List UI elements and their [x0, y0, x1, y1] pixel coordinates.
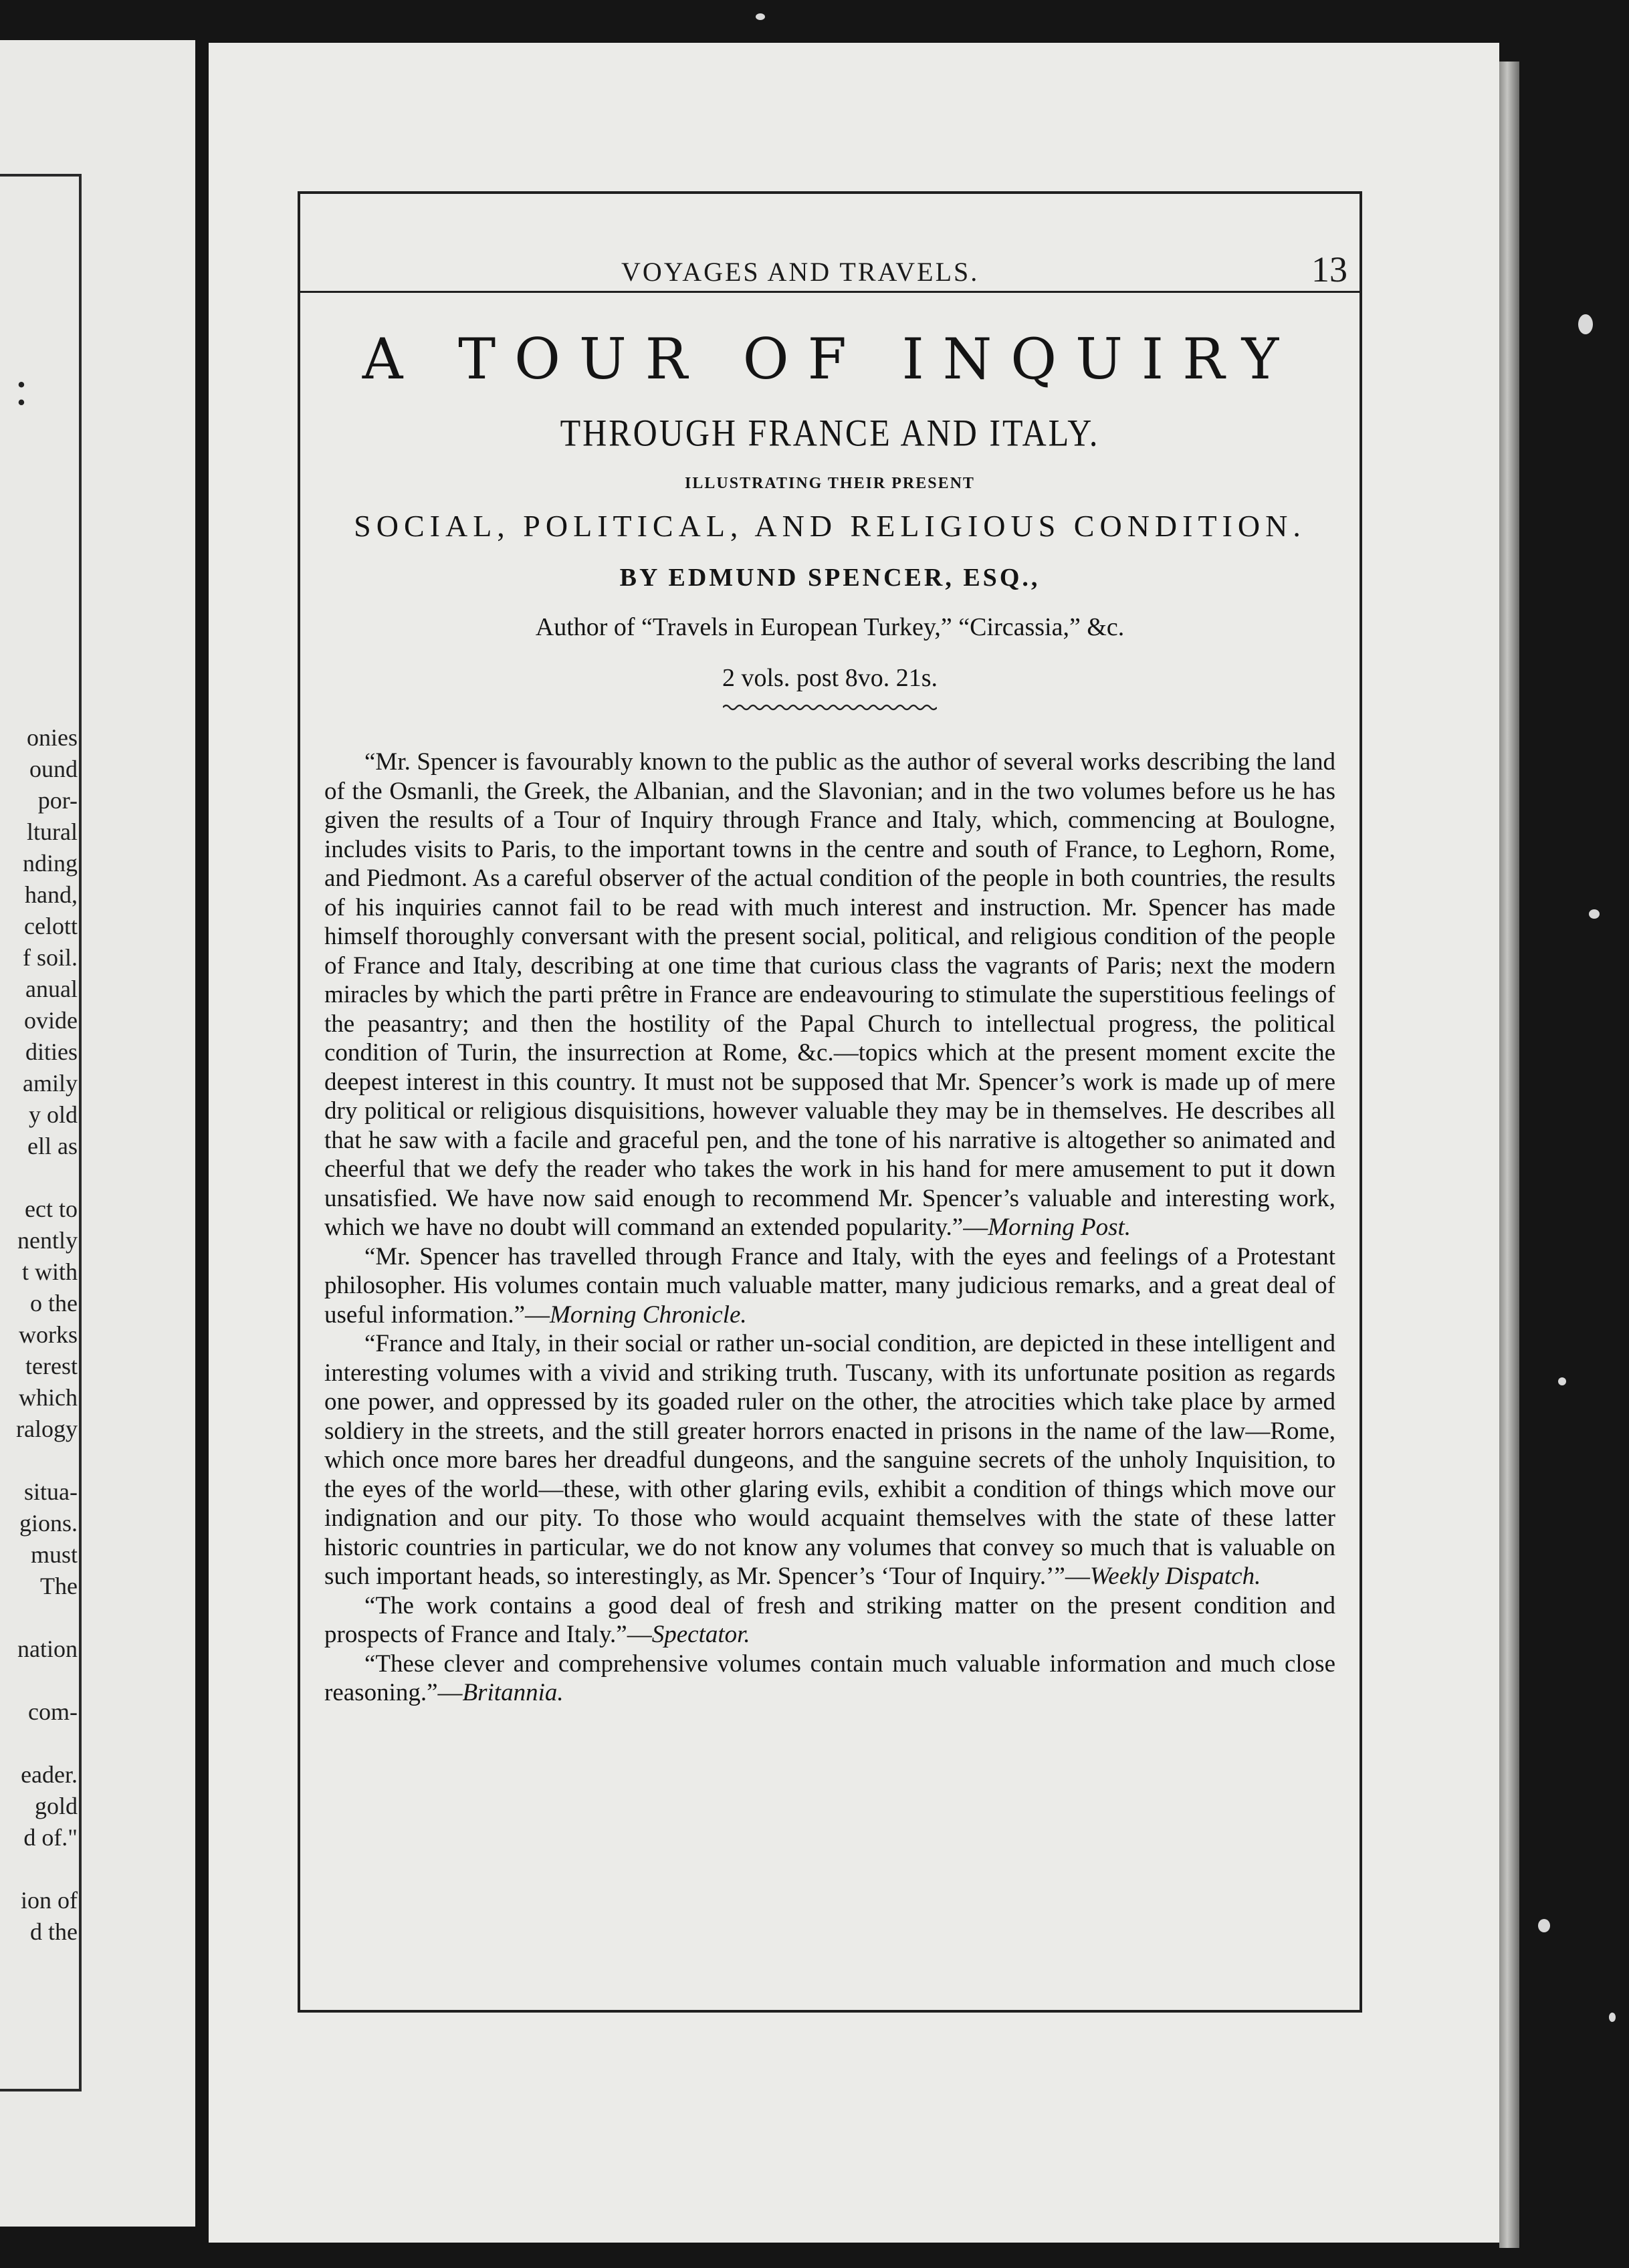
- review-text: “France and Italy, in their social or rather un-social condition, are depicted in these intelligent and interesting volumes with a vivid and striking truth. Tuscany, with its unfortunate position as regards one power, and oppressed by its goaded ruler on the other, the atrocities which take place by armed soldiery in the streets, and the still greater horrors enacted in prisons in the name of the law—Rome, which once more bares her dreadful dungeons, and the sanguine secrets of the unholy Inquisition, to the eyes of the world—these, with other glaring evils, exhibit a condition of things which move our indignation and our pity. To those who would acquaint themselves with the state of these latter historic countries in particular, we do not know any volumes that convey so much that is valuable on such important heads, so interestingly, as Mr. Spencer’s ‘Tour of Inquiry.’”—: [324, 1330, 1335, 1590]
- left-page-line: nently: [17, 1227, 78, 1254]
- left-page-line: gions.: [19, 1510, 78, 1537]
- left-page-line: t with: [21, 1258, 78, 1285]
- reviews-body: [324, 748, 1335, 1708]
- running-head: VOYAGES AND TRAVELS.: [621, 257, 980, 287]
- left-page-line: d the: [30, 1918, 78, 1945]
- review-source: Morning Chronicle.: [550, 1300, 747, 1329]
- book-title: A TOUR OF INQUIRY: [362, 326, 1298, 392]
- page-frame: [298, 191, 1362, 2013]
- review-paragraph: [324, 1591, 1335, 1650]
- scan-speck: [1589, 909, 1600, 919]
- review-paragraph: [324, 1650, 1335, 1708]
- left-page-line: nation: [17, 1635, 78, 1662]
- left-page-line: gold: [34, 1793, 78, 1819]
- review-source: Morning Post.: [988, 1214, 1131, 1241]
- left-page-line: nding: [22, 850, 78, 877]
- left-page-line: situa-: [24, 1478, 78, 1505]
- left-page-line: eader.: [21, 1761, 78, 1788]
- left-page-line: anual: [25, 976, 78, 1002]
- left-page-line: must: [30, 1541, 78, 1568]
- left-page-line: ralogy: [16, 1415, 78, 1442]
- wavy-rule-divider: [723, 702, 937, 713]
- book-subtitle: THROUGH FRANCE AND ITALY.: [560, 411, 1100, 455]
- review-text: “Mr. Spencer has travelled through France and Italy, with the eyes and feelings of a Protestant philosopher. His volumes contain much valuable matter, many judicious remarks, and a great deal of useful information.”—: [324, 1242, 1335, 1329]
- page-edge: [1499, 62, 1519, 2248]
- left-page-line: [0, 1728, 78, 1759]
- left-page-line: com-: [28, 1698, 78, 1725]
- review-source: Britannia.: [462, 1679, 564, 1706]
- left-page-line: The: [40, 1573, 78, 1599]
- left-page-line: ion of: [21, 1887, 78, 1914]
- author-works-line: Author of “Travels in European Turkey,” “Circassia,” &c.: [535, 613, 1125, 641]
- scan-speck: [1558, 1377, 1566, 1385]
- left-page-line: ound: [29, 756, 78, 782]
- review-text: “Mr. Spencer is favourably known to the public as the author of several works describing the land of the Osmanli, the Greek, the Albanian, and the Slavonian; and in the two volumes before us he has given the results of a Tour of Inquiry through France and Italy, which, commencing at Boulogne, includes visits to Paris, to the important towns in the centre and south of France, to Leghorn, Rome, and Piedmont. As a careful observer of the actual condition of the people in both countries, the results of his inquiries cannot fail to be read with much interest and instruction. Mr. Spencer has made himself thoroughly conversant with the present social, political, and religious condition of the people of France and Italy, describing at one time that curious class the vagrants of Paris; next the modern miracles by which the parti prêtre in France are endeavouring to stimulate the superstitious feelings of the peasantry; and then the hostility of the Papal Church to intellectual progress, the political condition of Turin, the insurrection at Rome, &c.—topics which at the present moment excite the deepest interest in this country. It must not be supposed that Mr. Spencer’s work is made up of mere dry political or religious disquisitions, however valuable they may be in themselves. He describes all that he saw with a facile and graceful pen, and the tone of his narrative is altogether so animated and cheerful that we defy the reader who takes the work in his hand for mere amusement to put it down unsatisfied. We have now said enough to recommend Mr. Spencer’s valuable and interesting work, which we have no doubt will command an extended popularity.”—: [324, 748, 1335, 1241]
- left-page-line: y old: [28, 1101, 78, 1128]
- left-page-line: celott: [24, 913, 78, 939]
- left-page-line: ltural: [27, 818, 78, 845]
- left-page-line: which: [19, 1384, 78, 1411]
- left-page-line: dities: [25, 1038, 78, 1065]
- left-page-line: [0, 1162, 78, 1194]
- review-paragraph: [324, 1242, 1335, 1330]
- condition-line: SOCIAL, POLITICAL, AND RELIGIOUS CONDITION.: [354, 509, 1306, 543]
- left-page-line: o the: [30, 1290, 78, 1317]
- left-page-line: ect to: [25, 1196, 78, 1222]
- left-page-line: onies: [27, 724, 78, 751]
- scan-speck: [756, 13, 765, 20]
- left-page-line: ell as: [27, 1133, 78, 1159]
- left-page-line: [0, 1853, 78, 1885]
- left-page-line: d of.": [23, 1824, 78, 1851]
- left-page-line: [0, 1445, 78, 1476]
- scan-speck: [1609, 2013, 1616, 2022]
- left-adjacent-page: [0, 40, 195, 2227]
- left-page-colon: :: [15, 362, 29, 415]
- review-paragraph: [324, 1329, 1335, 1591]
- author-line: BY EDMUND SPENCER, ESQ.,: [619, 564, 1041, 592]
- left-page-line: terest: [25, 1353, 78, 1379]
- page-header: [300, 194, 1360, 293]
- page-number: 13: [1311, 249, 1347, 290]
- review-text: “The work contains a good deal of fresh and striking matter on the present condition and prospects of France and Italy.”—: [324, 1591, 1335, 1648]
- left-page-line: [0, 1665, 78, 1696]
- left-page-line: por-: [37, 787, 78, 814]
- scan-speck: [1538, 1919, 1550, 1932]
- review-text: “These clever and comprehensive volumes contain much valuable information and much close reasoning.”—: [324, 1650, 1335, 1706]
- book-page: [209, 43, 1499, 2243]
- price-line: 2 vols. post 8vo. 21s.: [722, 664, 938, 692]
- review-source: Spectator.: [651, 1621, 750, 1648]
- left-page-text-fragments: [0, 722, 78, 1948]
- left-page-line: ovide: [24, 1007, 78, 1034]
- scan-speck: [1578, 314, 1593, 334]
- left-page-line: amily: [23, 1070, 78, 1097]
- left-page-line: works: [19, 1321, 78, 1348]
- review-source: Weekly Dispatch.: [1089, 1563, 1261, 1590]
- left-page-line: hand,: [25, 881, 78, 908]
- small-caption: ILLUSTRATING THEIR PRESENT: [685, 475, 975, 492]
- left-page-line: [0, 1602, 78, 1633]
- review-paragraph: [324, 748, 1335, 1242]
- left-page-line: f soil.: [22, 944, 78, 971]
